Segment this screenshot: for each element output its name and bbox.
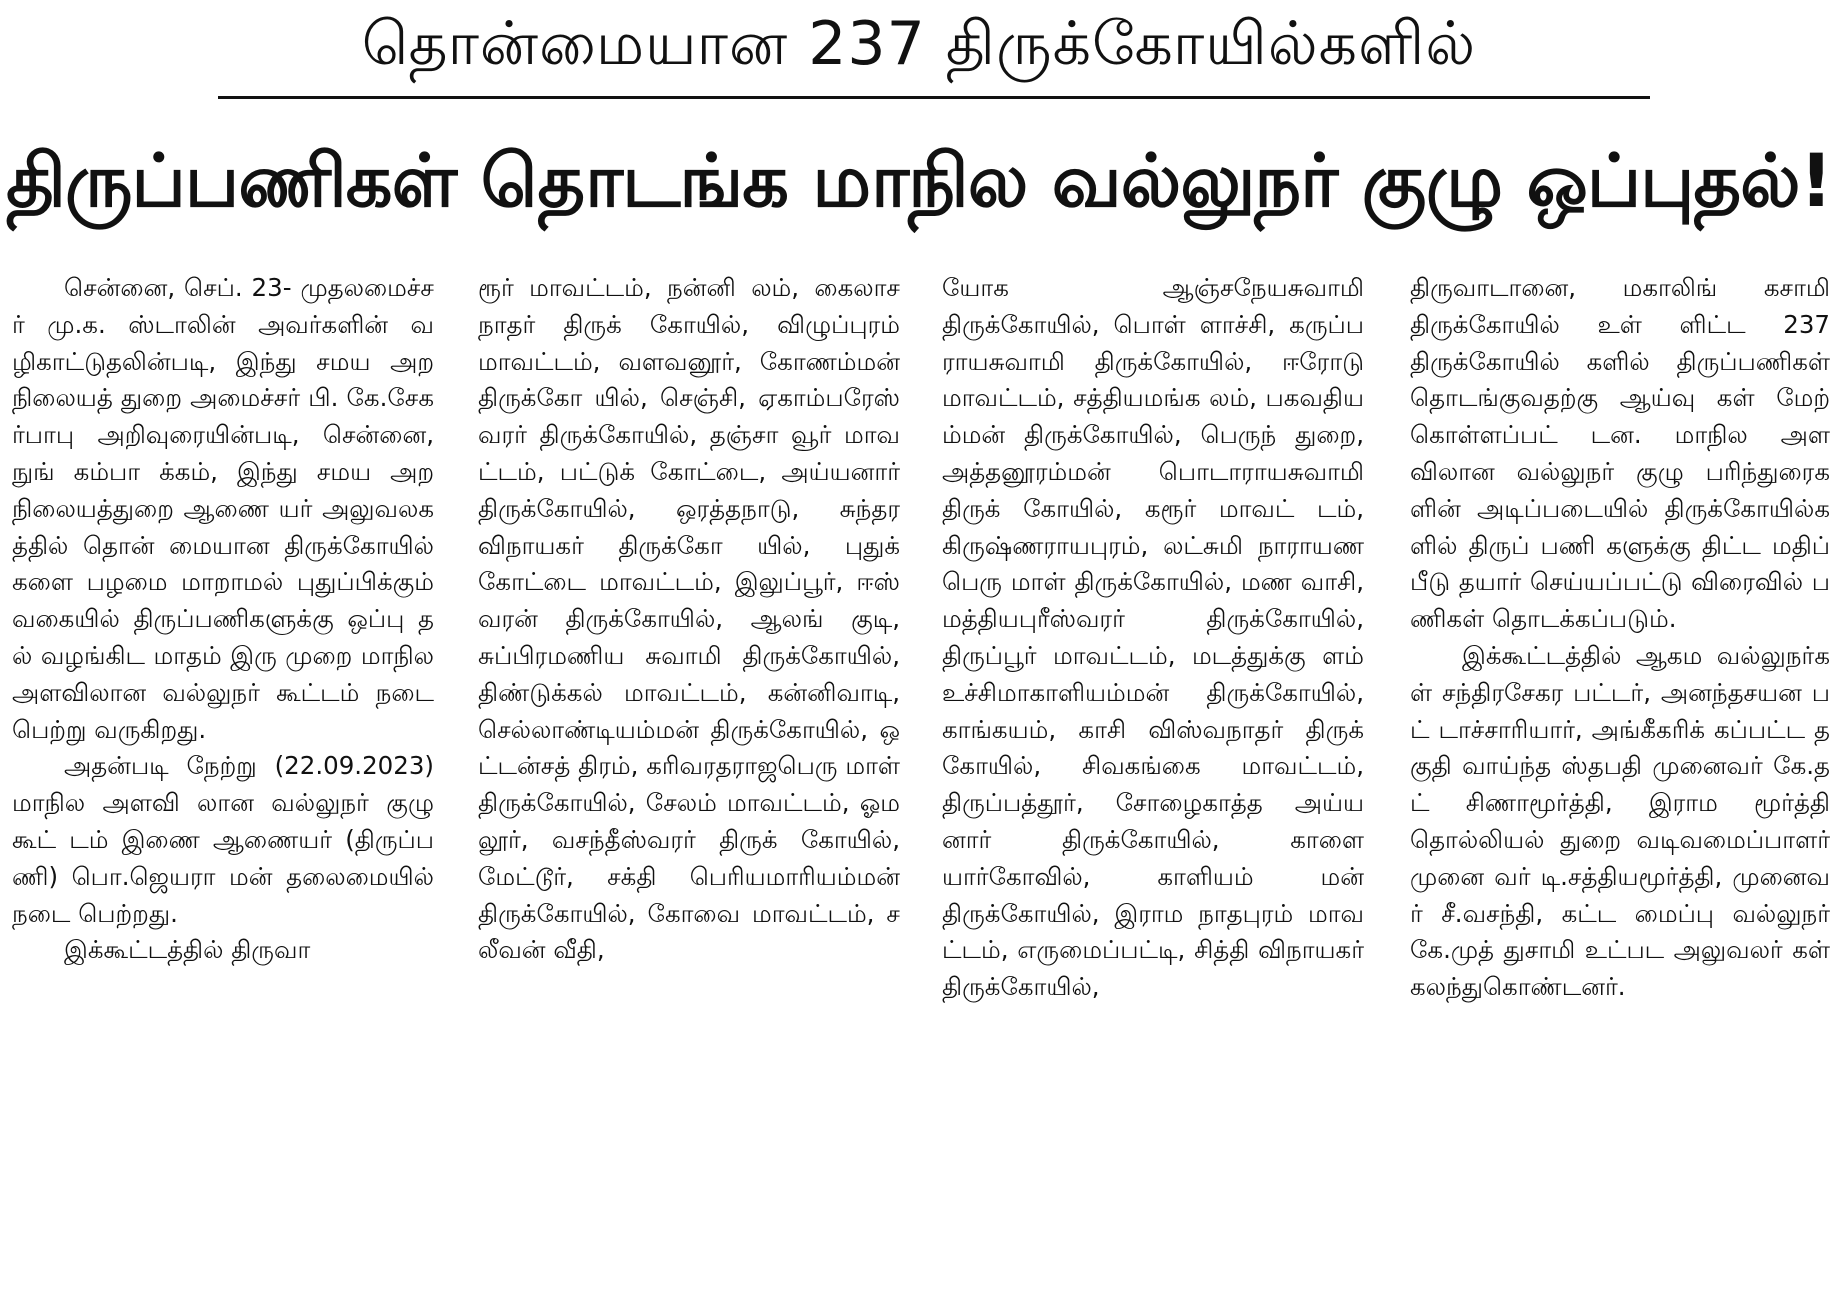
column-1-paragraph-3: இக்கூட்டத்தில் திருவா: [64, 935, 311, 965]
column-1-paragraph-2: அதன்படி நேற்று (22.09.2023) மாநில அளவி லான வல்லுநர் குழு கூட் டம் இணை ஆணையர் (திருப்பணி) பொ.ஜெயரா மன் தலைமையில் நடை பெற்றது.: [12, 751, 434, 928]
article-column-2: [478, 270, 900, 1306]
article-column-3: [942, 270, 1364, 1306]
column-3-paragraph-1: யோக ஆஞ்சநேயசுவாமி திருக்கோயில், பொள் ளாச்சி, கருப்பராயசுவாமி திருக்கோயில், ஈரோடு மாவட்டம், சத்தியமங்க லம், பகவதியம்மன் திருக்கோயில், பெருந் துறை, அத்தனூரம்மன் பொடாராயசுவாமி திருக் கோயில், கரூர் மாவட் டம், கிருஷ்ணராயபுரம், லட்சுமி நாராயண பெரு மாள் திருக்கோயில், மண வாசி, மத்தியபுரீஸ்வரர் திருக்கோயில், திருப்பூர் மாவட்டம், மடத்துக்கு ளம் உச்சிமாகாளியம்மன் திருக்கோயில், காங்கயம், காசி விஸ்வநாதர் திருக் கோயில், சிவகங்கை மாவட்டம், திருப்பத்தூர், சோழைகாத்த அய்யனார் திருக்கோயில், காளை யார்கோவில், காளியம் மன் திருக்கோயில், இராம நாதபுரம் மாவட்டம், எருமைப்பட்டி, சித்தி விநாயகர் திருக்கோயில்,: [942, 273, 1364, 1002]
column-2-paragraph-1: ரூர் மாவட்டம், நன்னி லம், கைலாசநாதர் திருக் கோயில், விழுப்புரம் மாவட்டம், வளவனூர், கோணம்மன் திருக்கோ யில், செஞ்சி, ஏகாம்பரேஸ் வரர் திருக்கோயில், தஞ்சா வூர் மாவட்டம், பட்டுக் கோட்டை, அய்யனார் திருக்கோயில், ஒரத்தநாடு, சுந்தரவிநாயகர் திருக்கோ யில், புதுக் கோட்டை மாவட்டம், இலுப்பூர், ஈஸ் வரன் திருக்கோயில், ஆலங் குடி, சுப்பிரமணிய சுவாமி திருக்கோயில், திண்டுக்கல் மாவட்டம், கன்னிவாடி, செல்லாண்டியம்மன் திருக்கோயில், ஒட்டன்சத் திரம், கரிவரதராஜபெரு மாள் திருக்கோயில், சேலம் மாவட்டம், ஓம லூர், வசந்தீஸ்வரர் திருக் கோயில், மேட்டூர், சக்தி பெரியமாரியம்மன் திருக்கோயில், கோவை மாவட்டம், சலீவன் வீதி,: [478, 273, 900, 965]
article-column-1: [12, 270, 434, 1306]
column-1-paragraph-1: சென்னை, செப். 23- முதலமைச்சர் மு.க. ஸ்டாலின் அவர்களின் வழிகாட்டுதலின்படி, இந்து சமய அறநிலையத் துறை அமைச்சர் பி. கே.சேகர்பாபு அறிவுரையின்படி, சென்னை, நுங் கம்பா க்கம், இந்து சமய அறநிலையத்துறை ஆணை யர் அலுவலகத்தில் தொன் மையான திருக்கோயில் களை பழமை மாறாமல் புதுப்பிக்கும் வகையில் திருப்பணிகளுக்கு ஒப்பு தல் வழங்கிட மாதம் இரு முறை மாநில அளவிலான வல்லுநர் கூட்டம் நடை பெற்று வருகிறது.: [12, 273, 434, 744]
kicker-headline: தொன்மையான 237 திருக்கோயில்களில்: [361, 9, 1477, 79]
article-column-4: [1410, 270, 1830, 1306]
main-headline: திருப்பணிகள் தொடங்க மாநில வல்லுநர் குழு ஒப்புதல்!: [6, 139, 1832, 224]
column-4-paragraph-2: இக்கூட்டத்தில் ஆகம வல்லுநர்கள் சந்திரசேகர பட்டர், அனந்தசயன பட் டாச்சாரியார், அங்கீகரிக் கப்பட்ட தகுதி வாய்ந்த ஸ்தபதி முனைவர் கே.தட் சிணாமூர்த்தி, இராம மூர்த்தி தொல்லியல் துறை வடிவமைப்பாளர் முனை வர் டி.சத்தியமூர்த்தி, முனைவர் சீ.வசந்தி, கட்ட மைப்பு வல்லுநர் கே.முத் துசாமி உட்பட அலுவலர் கள் கலந்துகொண்டனர்.: [1410, 640, 1830, 1002]
headline-divider: [218, 96, 1650, 99]
column-4-paragraph-1: திருவாடானை, மகாலிங் கசாமி திருக்கோயில் உள் ளிட்ட 237 திருக்கோயில் களில் திருப்பணிகள் தொடங்குவதற்கு ஆய்வு கள் மேற் கொள்ளப்பட் டன. மாநில அளவிலான வல்லுநர் குழு பரிந்துரைக ளின் அடிப்படையில் திருக்கோயில்களில் திருப் பணி களுக்கு திட்ட மதிப் பீடு தயார் செய்யப்பட்டு விரைவில் பணிகள் தொடக்கப்படும்.: [1410, 273, 1830, 634]
